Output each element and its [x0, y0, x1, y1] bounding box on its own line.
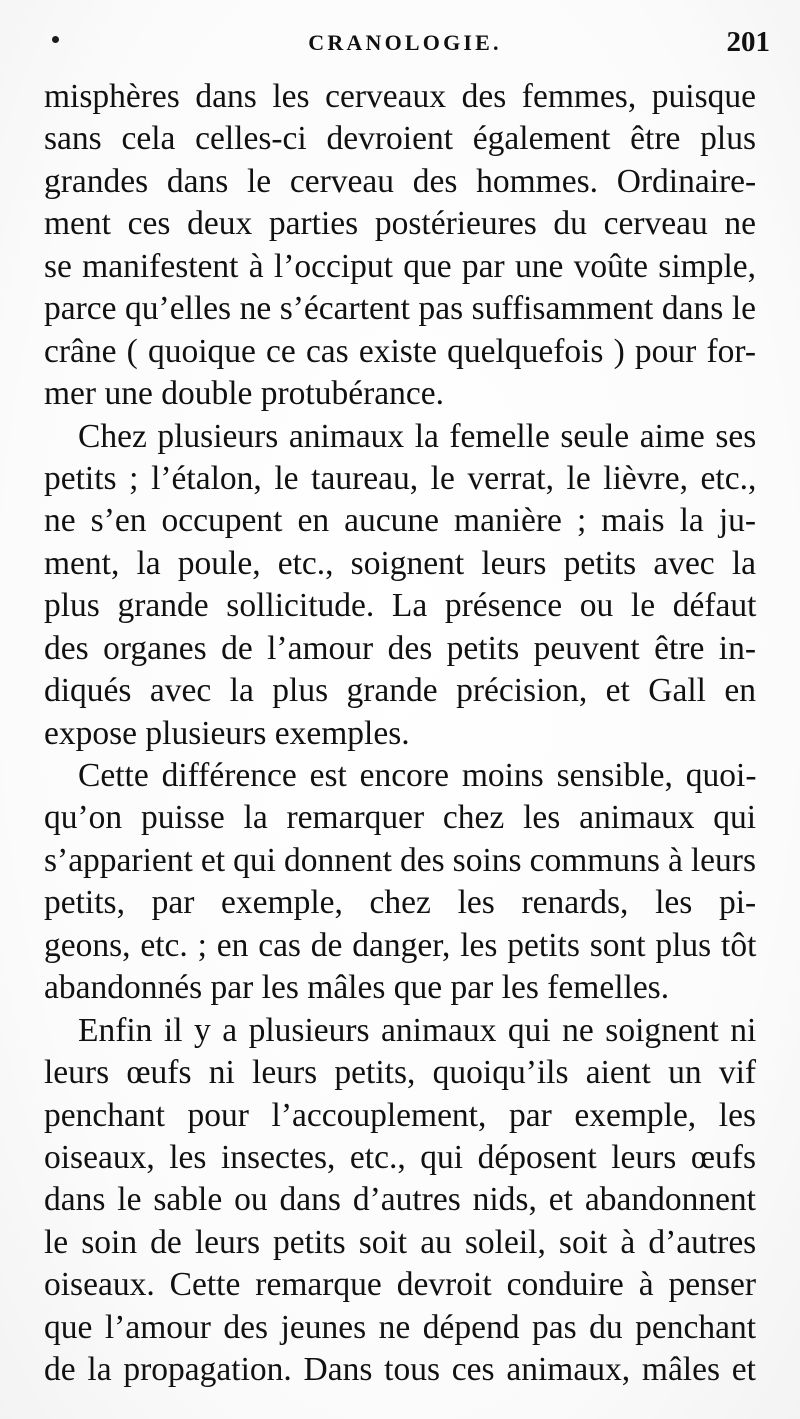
text-line: sans cela celles-ci devroient également être plus: [44, 120, 756, 158]
text-line: Enfin il y a plusieurs animaux qui ne soignent ni: [78, 1011, 757, 1049]
text-line: expose plusieurs exemples.: [44, 714, 410, 752]
text-line: qu’on puisse la remarquer chez les animaux qui: [44, 799, 757, 837]
page-number: 201: [726, 26, 770, 58]
text-line: dans le sable ou dans d’autres nids, et abandonnent: [44, 1181, 756, 1219]
text-line: des organes de l’amour des petits peuvent être in-: [44, 629, 756, 667]
text-line: penchant pour l’accouplement, par exemple, les: [44, 1096, 756, 1134]
text-line: abandonnés par les mâles que par les femelles.: [44, 969, 670, 1007]
text-line: petits ; l’étalon, le taureau, le verrat, le lièvre, etc.,: [44, 459, 757, 497]
text-line: grandes dans le cerveau des hommes. Ordinaire-: [44, 162, 757, 200]
text-line: petits, par exemple, chez les renards, les pi-: [44, 884, 757, 922]
text-line: se manifestent à l’occiput que par une voûte simple,: [44, 247, 756, 285]
text-line: plus grande sollicitude. La présence ou le défaut: [44, 587, 757, 625]
text-line: Chez plusieurs animaux la femelle seule aime ses: [78, 417, 757, 455]
text-line: ment ces deux parties postérieures du cerveau ne: [44, 205, 756, 243]
running-title: CRANOLOGIE.: [308, 30, 502, 55]
text-line: oiseaux. Cette remarque devroit conduire à penser: [44, 1266, 756, 1304]
text-line: mer une double protubérance.: [44, 375, 444, 413]
text-line: le soin de leurs petits soit au soleil, soit à d’autres: [44, 1223, 757, 1261]
text-line: que l’amour des jeunes ne dépend pas du penchant: [44, 1308, 757, 1346]
text-line: s’apparient et qui donnent des soins communs à leurs: [44, 841, 756, 879]
text-line: Cette différence est encore moins sensible, quoi-: [78, 757, 757, 794]
text-line: crâne ( quoique ce cas existe quelquefois ) pour for-: [44, 332, 757, 370]
text-line: de la propagation. Dans tous ces animaux, mâles et: [44, 1351, 756, 1389]
text-line: leurs œufs ni leurs petits, quoiqu’ils aient un vif: [44, 1054, 757, 1092]
text-line: diqués avec la plus grande précision, et Gall en: [44, 672, 756, 710]
text-line: geons, etc. ; en cas de danger, les petits sont plus tôt: [44, 926, 757, 964]
text-line: parce qu’elles ne s’écartent pas suffisamment dans le: [44, 290, 756, 328]
text-line: misphères dans les cerveaux des femmes, puisque: [44, 78, 756, 115]
text-line: oiseaux, les insectes, etc., qui déposent leurs œufs: [44, 1138, 756, 1176]
text-line: ment, la poule, etc., soignent leurs petits avec la: [44, 544, 756, 582]
running-header: [40, 26, 770, 62]
body-text: [44, 76, 756, 1392]
text-line: ne s’en occupent en aucune manière ; mais la ju-: [44, 502, 757, 540]
